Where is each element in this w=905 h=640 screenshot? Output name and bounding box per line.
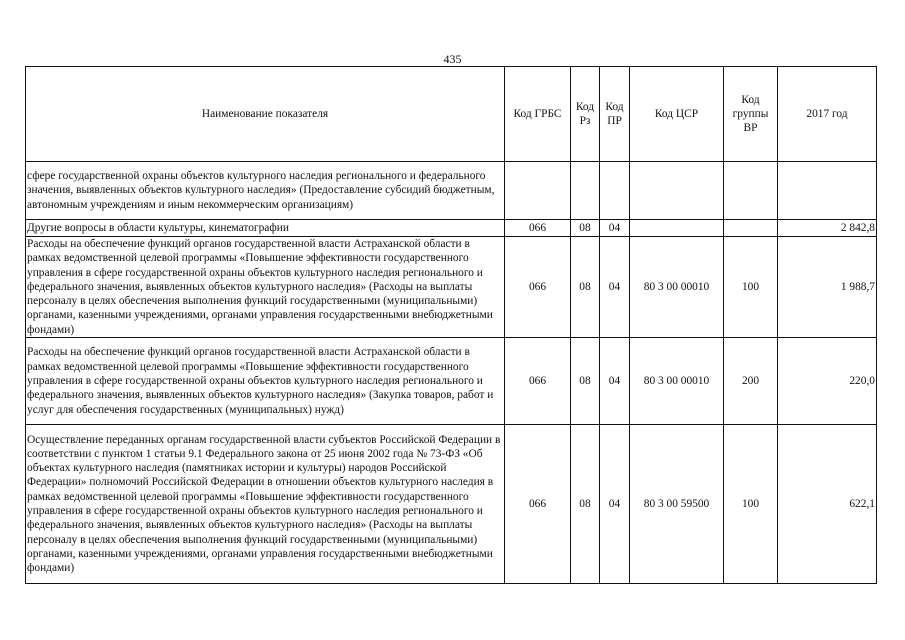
row-name: Осуществление переданных органам государственной власти субъектов Российской Федерации в соответствии с пунктом 1 статьи 9.1 Федерального закона от 25 июня 2002 года № 73-ФЗ «Об объектах культурного наследия (памятниках истории и культуры) народов Российской Федерации» полномочий Российской Федерации в отношении объектов культурного наследия в рамках ведомственной целевой программы «Повышение эффективности государственного управления в сфере государственной охраны объектов культурного наследия регионального и федерального значения, выявленных объектов культурного наследия» (Расходы на выплаты персоналу в целях обеспечения выполнения функций государственными (муниципальными) органами, казенными учреждениями, органами управления государственными внебюджетными фондами) xyxy=(26,425,505,584)
row-vr: 100 xyxy=(724,425,778,584)
row-vr xyxy=(724,220,778,237)
row-pr: 04 xyxy=(600,220,630,237)
row-amount: 1 988,7 xyxy=(778,237,877,338)
row-pr xyxy=(600,162,630,220)
header-rz: Код Рз xyxy=(571,67,600,162)
row-name: сфере государственной охраны объектов культурного наследия регионального и федерального значения, выявленных объектов культурного наследия» (Предоставление субсидий бюджетным, автономным учреждениям и иным некоммерческим организациям) xyxy=(26,162,505,220)
row-rz: 08 xyxy=(571,338,600,425)
table-row xyxy=(26,220,877,237)
row-pr: 04 xyxy=(600,237,630,338)
row-rz: 08 xyxy=(571,220,600,237)
table-row xyxy=(26,162,877,220)
row-amount: 220,0 xyxy=(778,338,877,425)
row-amount xyxy=(778,162,877,220)
row-name: Расходы на обеспечение функций органов государственной власти Астраханской области в рамках ведомственной целевой программы «Повышение эффективности государственного управления в сфере государственной охраны объектов культурного наследия регионального и федерального значения, выявленных объектов культурного наследия» (Расходы на выплаты персоналу в целях обеспечения выполнения функций государственными (муниципальными) органами, казенными учреждениями, органами управления государственными внебюджетными фондами) xyxy=(26,237,505,338)
header-vr: Код группы ВР xyxy=(724,67,778,162)
table-row xyxy=(26,425,877,584)
table-row xyxy=(26,338,877,425)
row-name: Расходы на обеспечение функций органов государственной власти Астраханской области в рамках ведомственной целевой программы «Повышение эффективности государственного управления в сфере государственной охраны объектов культурного наследия регионального и федерального значения, выявленных объектов культурного наследия» (Закупка товаров, работ и услуг для обеспечения государственных (муниципальных) нужд) xyxy=(26,338,505,425)
row-rz: 08 xyxy=(571,237,600,338)
row-grbs: 066 xyxy=(505,237,571,338)
row-pr: 04 xyxy=(600,338,630,425)
row-vr xyxy=(724,162,778,220)
row-csr: 80 3 00 00010 xyxy=(630,237,724,338)
row-amount: 622,1 xyxy=(778,425,877,584)
row-name: Другие вопросы в области культуры, кинематографии xyxy=(26,220,505,237)
row-grbs: 066 xyxy=(505,338,571,425)
row-amount: 2 842,8 xyxy=(778,220,877,237)
row-rz: 08 xyxy=(571,425,600,584)
header-name: Наименование показателя xyxy=(26,67,505,162)
row-rz xyxy=(571,162,600,220)
table-row xyxy=(26,237,877,338)
header-year: 2017 год xyxy=(778,67,877,162)
row-csr xyxy=(630,162,724,220)
row-grbs: 066 xyxy=(505,425,571,584)
header-pr: Код ПР xyxy=(600,67,630,162)
row-grbs xyxy=(505,162,571,220)
row-grbs: 066 xyxy=(505,220,571,237)
header-csr: Код ЦСР xyxy=(630,67,724,162)
row-csr: 80 3 00 59500 xyxy=(630,425,724,584)
row-vr: 100 xyxy=(724,237,778,338)
row-csr: 80 3 00 00010 xyxy=(630,338,724,425)
row-csr xyxy=(630,220,724,237)
budget-table xyxy=(25,66,877,584)
row-pr: 04 xyxy=(600,425,630,584)
header-row xyxy=(26,67,877,162)
header-grbs: Код ГРБС xyxy=(505,67,571,162)
page-number: 435 xyxy=(443,52,462,66)
row-vr: 200 xyxy=(724,338,778,425)
